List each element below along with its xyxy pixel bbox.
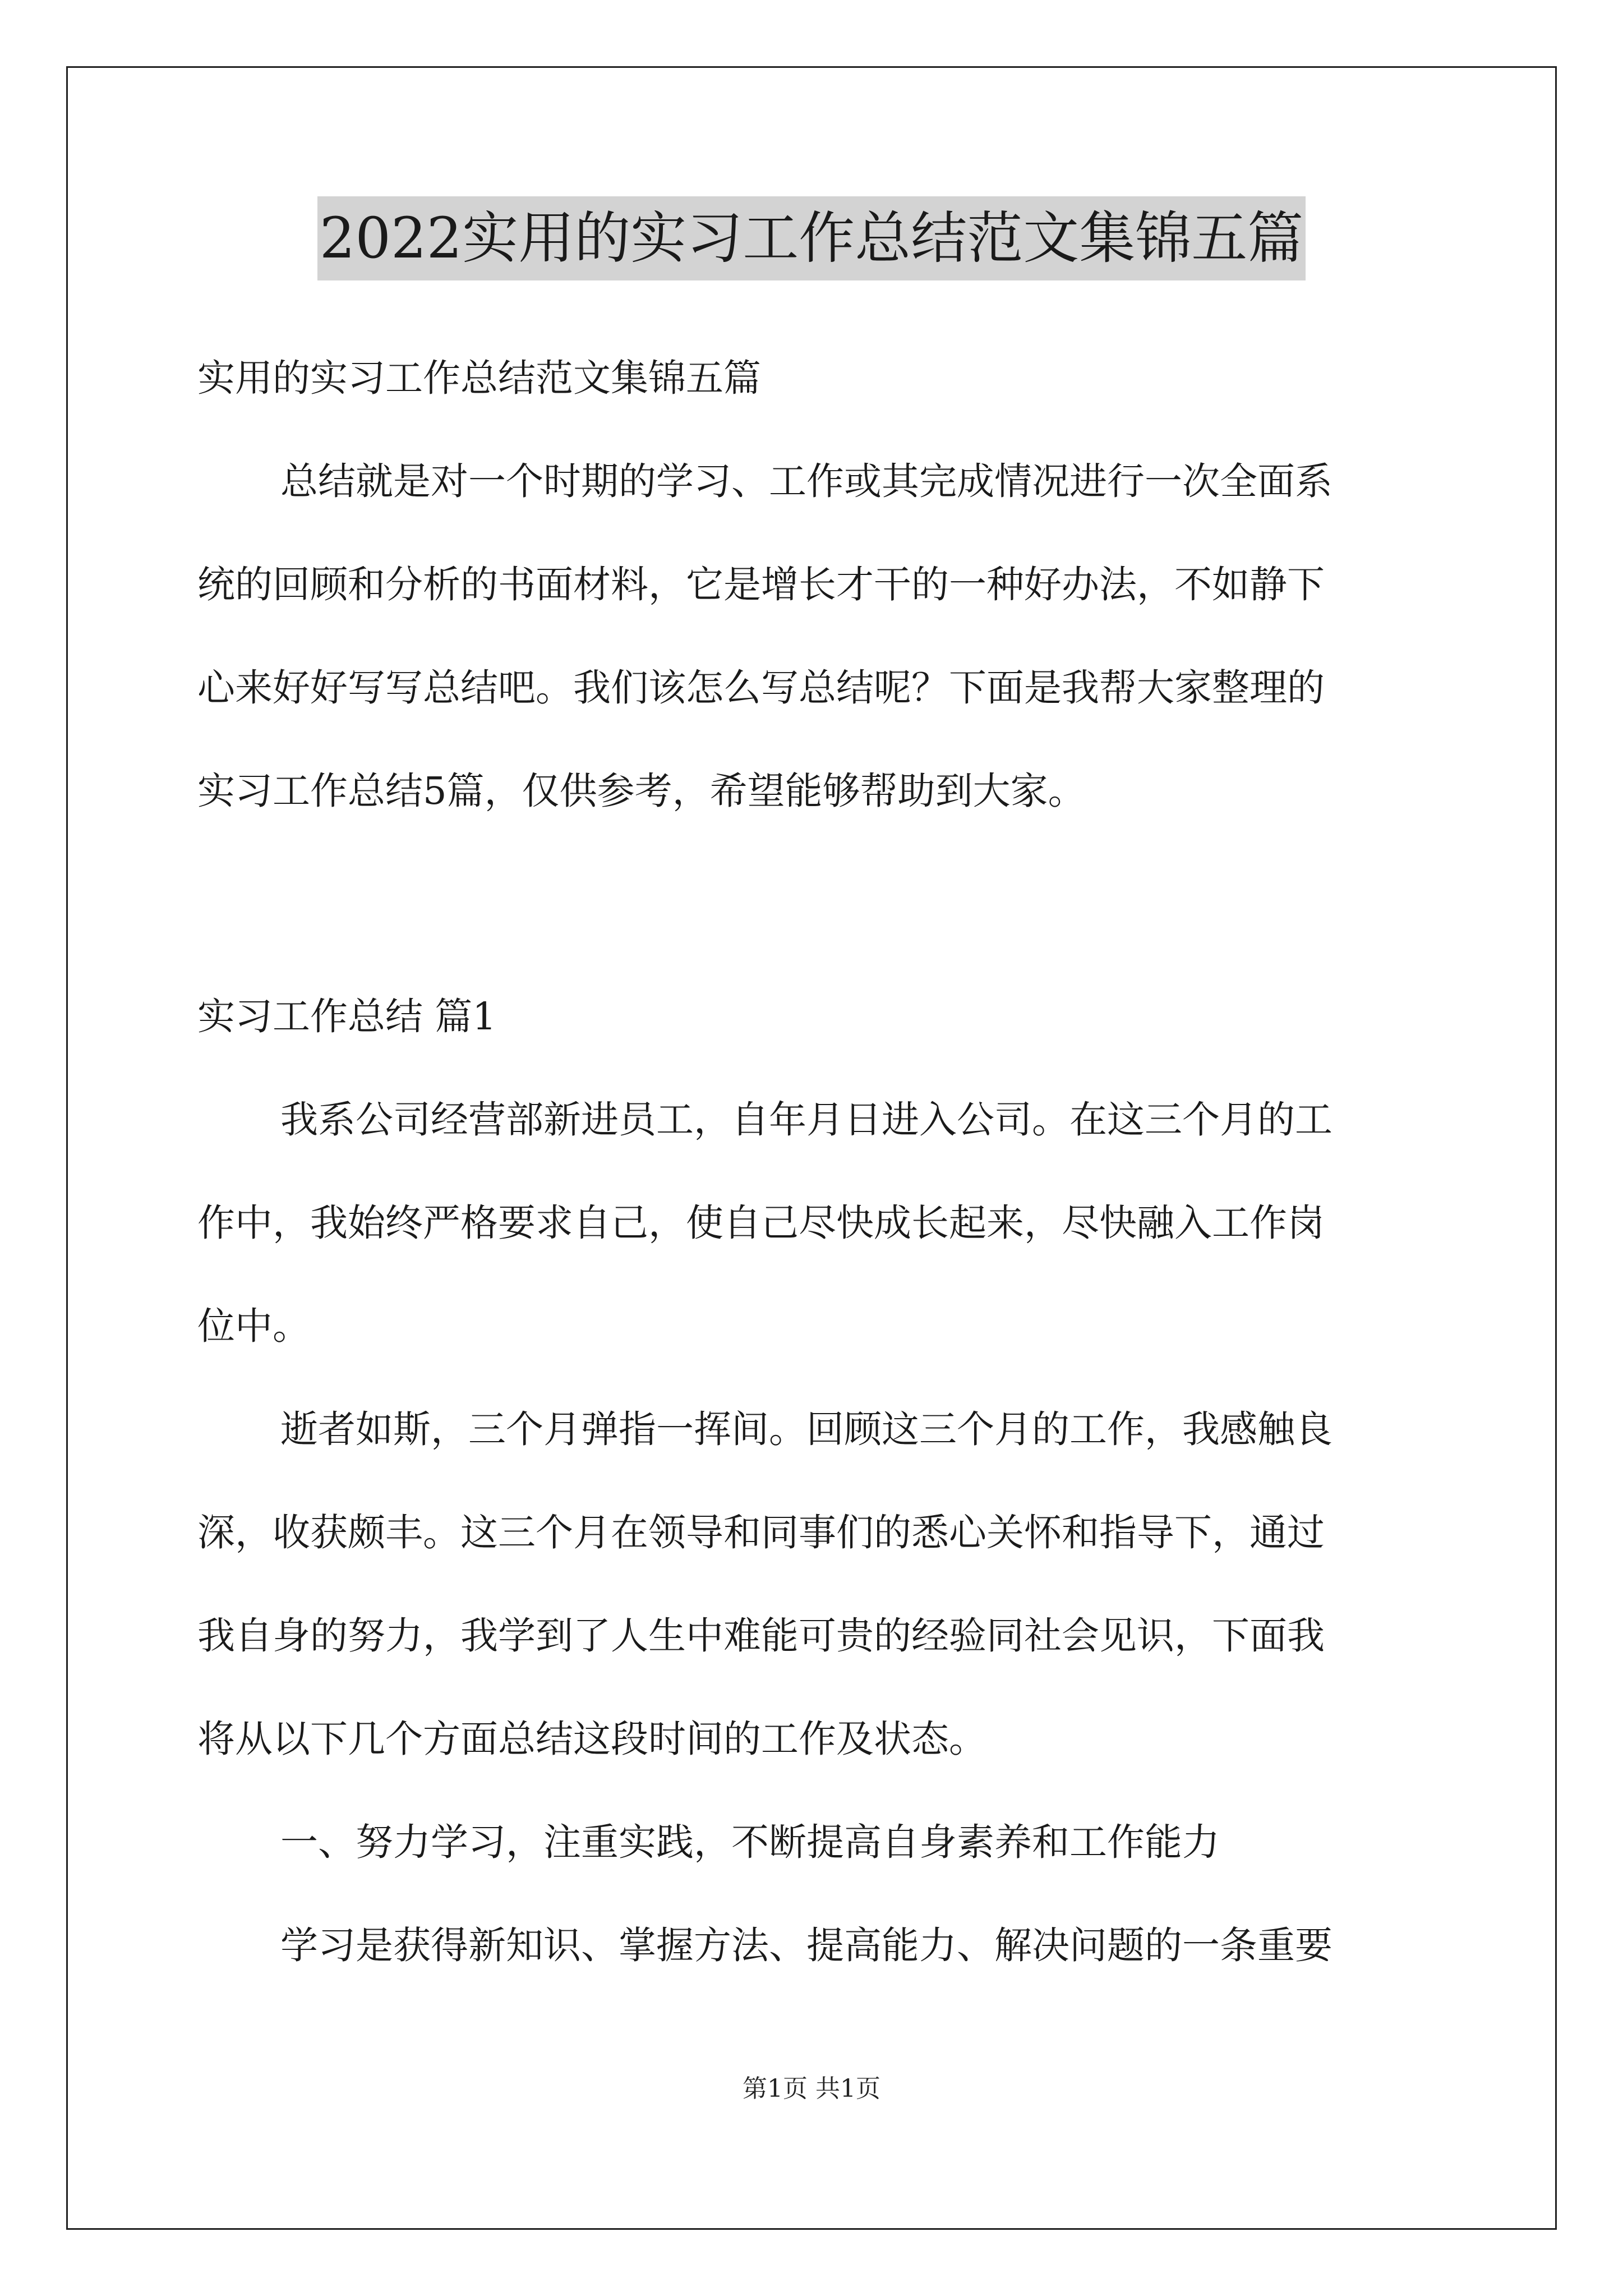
intro-line-2: 统的回顾和分析的书面材料，它是增长才干的一种好办法，不如静下 [197,563,1325,606]
para1-line-1: 我系公司经营部新进员工，自年月日进入公司。在这三个月的工 [280,1098,1332,1142]
para2-line-1: 逝者如斯，三个月弹指一挥间。回顾这三个月的工作，我感触良 [280,1407,1332,1451]
para2-line-3: 我自身的努力，我学到了人生中难能可贵的经验同社会见识，下面我 [197,1614,1325,1658]
section-heading: 实习工作总结 篇1 [197,995,496,1038]
para1-line-3: 位中。 [197,1304,310,1348]
page-footer: 第1页 共1页 [743,2074,880,2103]
document-title-text: 2022实用的实习工作总结范文集锦五篇 [317,196,1306,280]
intro-line-3: 心来好好写写总结吧。我们该怎么写总结呢？下面是我帮大家整理的 [197,666,1325,710]
point1-heading: 一、努力学习，注重实践，不断提高自身素养和工作能力 [280,1820,1220,1864]
para3-line-1: 学习是获得新知识、掌握方法、提高能力、解决问题的一条重要 [280,1924,1332,1967]
para1-line-2: 作中，我始终严格要求自己，使自己尽快成长起来，尽快融入工作岗 [197,1201,1325,1245]
intro-line-1: 总结就是对一个时期的学习、工作或其完成情况进行一次全面系 [280,459,1332,503]
para2-line-4: 将从以下几个方面总结这段时间的工作及状态。 [197,1717,986,1761]
document-title [0,196,1623,280]
document-subtitle: 实用的实习工作总结范文集锦五篇 [197,356,761,400]
para2-line-2: 深，收获颇丰。这三个月在领导和同事们的悉心关怀和指导下，通过 [197,1511,1325,1554]
intro-line-4: 实习工作总结5篇，仅供参考，希望能够帮助到大家。 [197,769,1086,813]
